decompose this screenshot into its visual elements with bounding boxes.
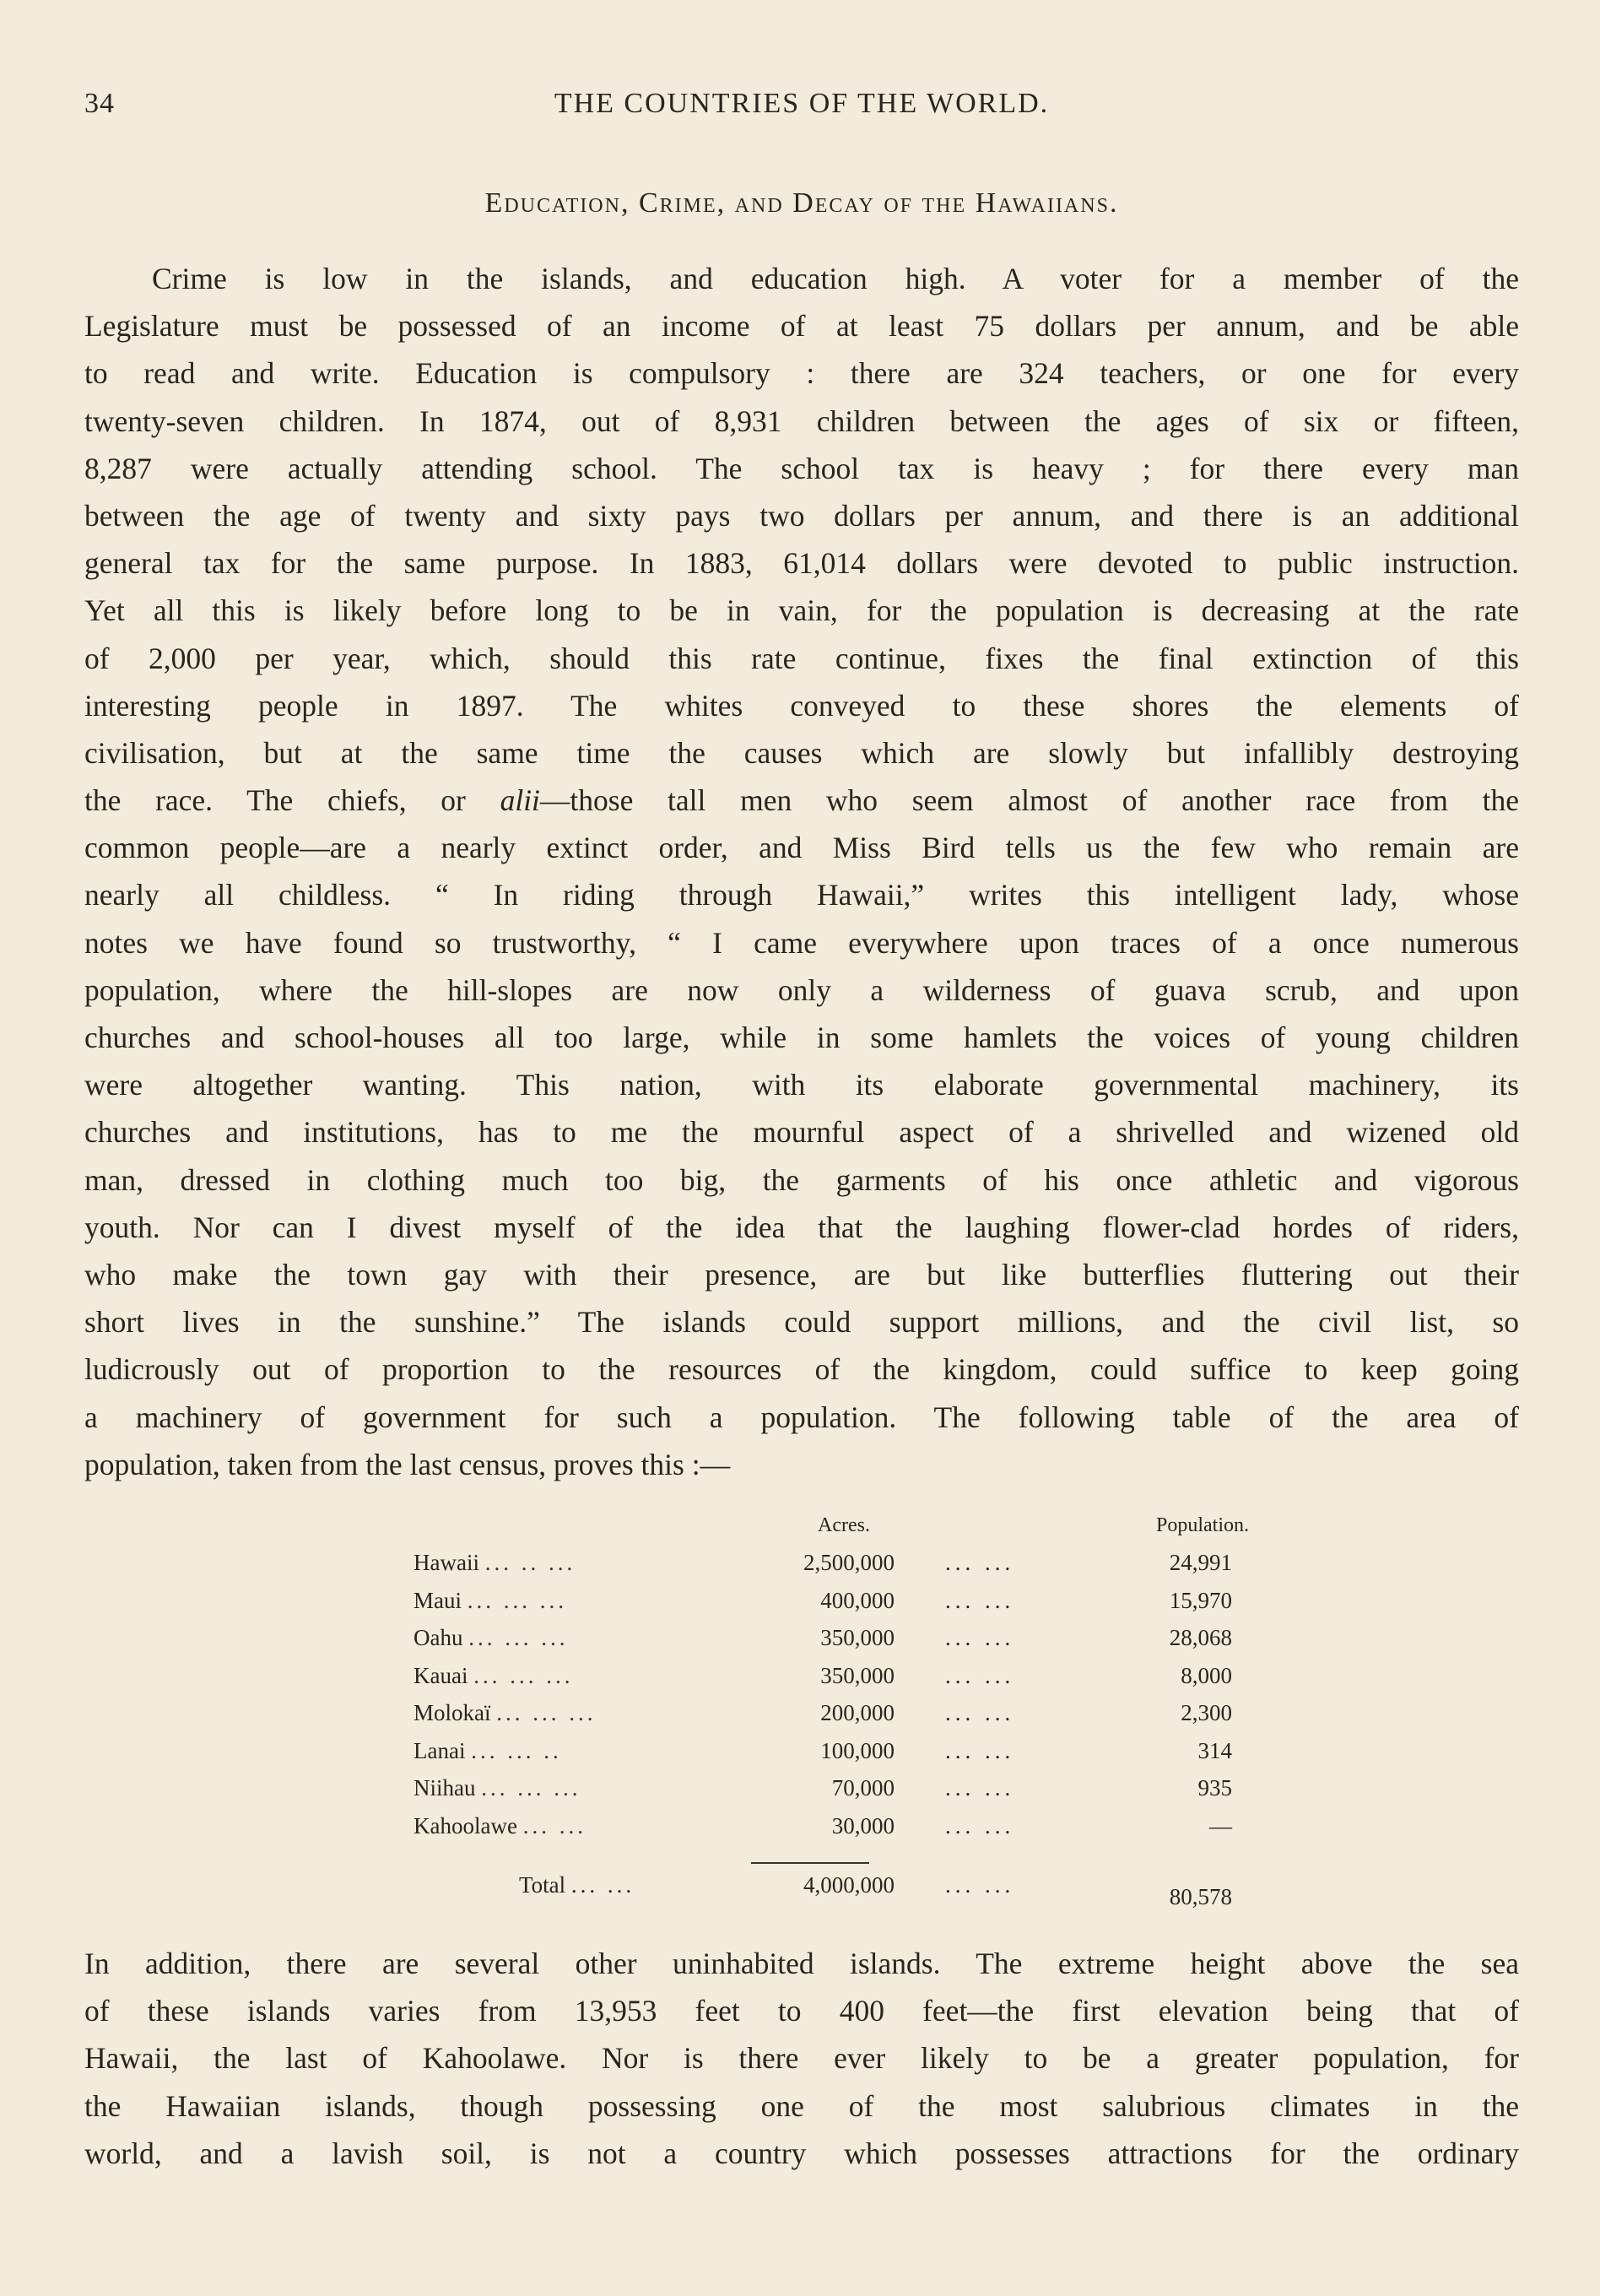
leader-dots: ... ... ... [496, 1700, 597, 1725]
table-row [371, 1775, 1249, 1813]
table-row [371, 1625, 1249, 1663]
island-name: Hawaii [414, 1550, 479, 1575]
text-line: to read and write. Education is compulsory : there are 324 teachers, or one for every [84, 356, 1519, 391]
leader-dots: ... ... [945, 1700, 1015, 1725]
leader-dots: ... ... [945, 1550, 1015, 1575]
text-line: youth. Nor can I divest myself of the idea that the laughing flower-clad hordes of riders, [84, 1210, 1519, 1244]
area-population-table [371, 1511, 1249, 1850]
total-label: Total [519, 1872, 566, 1898]
leader-dots: ... ... ... [481, 1775, 581, 1801]
island-cell [414, 1663, 768, 1689]
acres-cell: 350,000 [820, 1662, 895, 1688]
leader-dots: ... ... .. [471, 1737, 562, 1763]
leader-dots: ... ... [945, 1662, 1015, 1688]
page-number: 34 [84, 88, 115, 119]
population-cell: 2,300 [1181, 1700, 1232, 1725]
text-line: of these islands varies from 13,953 feet to 400 feet—the first elevation being that of [84, 1994, 1519, 2028]
island-cell [414, 1625, 768, 1651]
text-line-mixed [84, 777, 1519, 824]
table-row [371, 1550, 1249, 1588]
text-line: world, and a lavish soil, is not a country which possesses attractions for the ordinary [84, 2136, 1519, 2170]
leader-dots: ... ... [570, 1872, 635, 1898]
table-row [371, 1738, 1249, 1776]
island-name: Molokaï [414, 1700, 491, 1725]
text-fragment: the race. The chiefs, or [84, 783, 466, 818]
column-header-acres: Acres. [818, 1514, 870, 1536]
acres-cell: 100,000 [820, 1737, 895, 1763]
text-line: twenty-seven children. In 1874, out of 8,931 children between the ages of six or fifteen, [84, 403, 1519, 438]
population-cell: 15,970 [1169, 1587, 1232, 1613]
text-line: interesting people in 1897. The whites conveyed to these shores the elements of [84, 688, 1519, 723]
column-header-population: Population. [1155, 1514, 1249, 1536]
island-cell [414, 1813, 768, 1839]
text-line: Hawaii, the last of Kahoolawe. Nor is there ever likely to be a greater population, for [84, 2041, 1519, 2076]
leader-dots: ... .. ... [484, 1550, 576, 1575]
text-line: population, taken from the last census, proves this :— [84, 1447, 731, 1481]
running-title: THE COUNTRIES OF THE WORLD. [554, 88, 1050, 119]
table-row [371, 1813, 1249, 1851]
island-cell [414, 1775, 768, 1801]
population-cell: 8,000 [1181, 1662, 1232, 1688]
text-line: general tax for the same purpose. In 1883, 61,014 dollars were devoted to public instruction. [84, 546, 1519, 581]
island-name: Kauai [414, 1662, 468, 1688]
text-line: a machinery of government for such a population. The following table of the area of [84, 1400, 1519, 1434]
text-line: common people—are a nearly extinct order, and Miss Bird tells us the few who remain are [84, 831, 1519, 865]
text-line: man, dressed in clothing much too big, the garments of his once athletic and vigorous [84, 1162, 1519, 1197]
text-line: population, where the hill-slopes are now only a wilderness of guava scrub, and upon [84, 972, 1519, 1007]
population-cell: 24,991 [1169, 1550, 1232, 1575]
leader-dots: ... ... ... [468, 1625, 569, 1650]
text-line: Yet all this is likely before long to be in vain, for the population is decreasing at the rate [84, 593, 1519, 628]
leader-dots: ... ... ... [467, 1587, 567, 1613]
paragraph-uninhabited-islands [84, 1940, 1519, 2177]
island-name: Maui [414, 1587, 462, 1613]
text-line: were altogether wanting. This nation, with its elaborate governmental machinery, its [84, 1068, 1519, 1102]
leader-dots: ... ... [945, 1775, 1015, 1801]
text-line: between the age of twenty and sixty pays two dollars per annum, and there is an additional [84, 498, 1519, 533]
text-line: civilisation, but at the same time the causes which are slowly but infallibly destroying [84, 735, 1519, 770]
total-population: 80,578 [1169, 1884, 1232, 1909]
text-line: who make the town gay with their presence, are but like butterflies fluttering out their [84, 1257, 1519, 1292]
leader-dots: ... ... ... [473, 1662, 574, 1688]
table-header [371, 1511, 1249, 1550]
paragraph-education-crime [84, 255, 1519, 1488]
text-line: churches and school-houses all too large, while in some hamlets the voices of young children [84, 1021, 1519, 1054]
island-name: Niihau [414, 1775, 476, 1801]
text-line: short lives in the sunshine.” The islands could support millions, and the civil list, so [84, 1305, 1519, 1340]
population-cell: 28,068 [1169, 1625, 1232, 1650]
table-total-row [371, 1872, 1249, 1914]
table-body [371, 1550, 1249, 1850]
section-heading: Education, Crime, and Decay of the Hawaiians. [484, 187, 1119, 219]
acres-cell: 200,000 [820, 1700, 895, 1725]
acres-cell: 2,500,000 [803, 1550, 895, 1575]
population-cell: 314 [1197, 1737, 1232, 1763]
text-line: 8,287 were actually attending school. The school tax is heavy ; for there every man [84, 451, 1519, 485]
island-cell [414, 1700, 768, 1726]
table-row [371, 1588, 1249, 1626]
island-name: Kahoolawe [414, 1812, 517, 1838]
acres-cell: 400,000 [820, 1587, 895, 1613]
island-cell [414, 1550, 768, 1576]
text-line: notes we have found so trustworthy, “ I came everywhere upon traces of a once numerous [84, 925, 1519, 960]
island-name: Oahu [414, 1625, 463, 1650]
leader-dots: ... ... [945, 1737, 1015, 1763]
total-rule [751, 1862, 869, 1864]
acres-cell: 30,000 [831, 1812, 895, 1838]
island-name: Lanai [414, 1737, 466, 1763]
island-cell [414, 1588, 768, 1614]
table-row [371, 1663, 1249, 1701]
text-line: nearly all childless. “ In riding through Hawaii,” writes this intelligent lady, whose [84, 878, 1519, 912]
text-fragment: —those tall men who seem almost of another race from the [539, 783, 1519, 818]
text-line: Crime is low in the islands, and education high. A voter for a member of the [152, 262, 1519, 295]
leader-dots: ... ... [522, 1812, 586, 1838]
leader-dots: ... ... [945, 1872, 1015, 1898]
text-line: In addition, there are several other uninhabited islands. The extreme height above the sea [84, 1947, 1519, 1980]
table-row [371, 1700, 1249, 1738]
total-acres: 4,000,000 [803, 1872, 895, 1898]
running-head [84, 88, 1519, 130]
island-cell [414, 1738, 768, 1764]
population-cell: 935 [1197, 1775, 1232, 1801]
acres-cell: 70,000 [831, 1775, 895, 1801]
italic-word: alii [500, 783, 540, 818]
text-line: Legislature must be possessed of an income of at least 75 dollars per annum, and be able [84, 309, 1519, 344]
population-cell: — [1209, 1812, 1232, 1838]
leader-dots: ... ... [945, 1625, 1015, 1650]
acres-cell: 350,000 [820, 1625, 895, 1650]
text-line: ludicrously out of proportion to the resources of the kingdom, could suffice to keep going [84, 1352, 1519, 1387]
text-line: of 2,000 per year, which, should this rate continue, fixes the final extinction of this [84, 641, 1519, 675]
leader-dots: ... ... [945, 1587, 1015, 1613]
text-line: churches and institutions, has to me the mournful aspect of a shrivelled and wizened old [84, 1115, 1519, 1150]
leader-dots: ... ... [945, 1812, 1015, 1838]
text-line: the Hawaiian islands, though possessing one of the most salubrious climates in the [84, 2088, 1519, 2123]
